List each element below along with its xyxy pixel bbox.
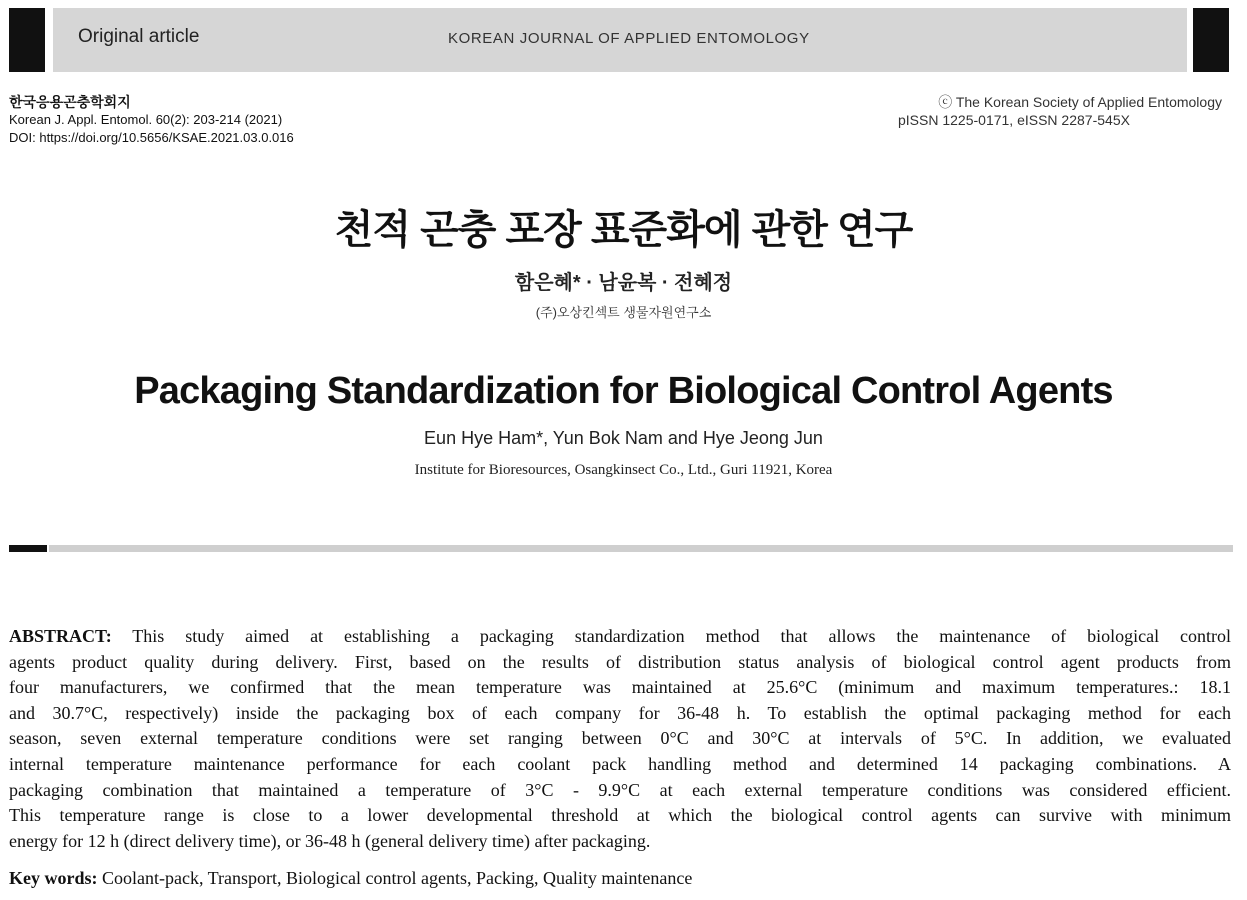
abstract-line: ABSTRACT: This study aimed at establishing a packaging standardization method that allows the maintenance of biological control <box>9 626 1231 646</box>
article-type-label: Original article <box>78 26 200 47</box>
abstract-line: season, seven external temperature conditions were set ranging between 0°C and 30°C at intervals of 5°C. In addition, we evaluated <box>9 728 1231 749</box>
abstract-line: energy for 12 h (direct delivery time), or 36-48 h (general delivery time) after packaging. <box>9 830 651 851</box>
title-korean: 천적 곤충 포장 표준화에 관한 연구 <box>334 208 913 252</box>
keywords-label: Key words: <box>9 868 98 888</box>
abstract-line: packaging combination that maintained a temperature of 3°C - 9.9°C at each external temperature conditions was considered efficient. <box>9 779 1231 800</box>
abstract-line: four manufacturers, we confirmed that the mean temperature was maintained at 25.6°C (minimum and maximum temperatures.: 18.1 <box>9 677 1231 698</box>
abstract-line: and 30.7°C, respectively) inside the packaging box of each company for 36-48 h. To establish the optimal packaging method for each <box>9 702 1231 723</box>
keywords <box>9 866 1231 891</box>
header-left-block <box>9 8 45 72</box>
abstract-line: internal temperature maintenance performance for each coolant pack handling method and determined 14 packaging combinations. A <box>9 753 1231 774</box>
abstract-label: ABSTRACT: <box>9 626 112 646</box>
copyright-notice: ⓒ The Korean Society of Applied Entomology <box>938 94 1222 110</box>
doi-link[interactable]: DOI: https://doi.org/10.5656/KSAE.2021.03.0.016 <box>9 130 294 145</box>
journal-banner: KOREAN JOURNAL OF APPLIED ENTOMOLOGY <box>448 30 810 47</box>
authors-english: Eun Hye Ham*, Yun Bok Nam and Hye Jeong Jun <box>424 428 823 448</box>
abstract <box>9 624 1231 854</box>
abstract-line: This temperature range is close to a lower developmental threshold at which the biological control agents can survive with minimum <box>9 805 1231 826</box>
citation-block <box>9 93 294 147</box>
keywords-text: Coolant-pack, Transport, Biological control agents, Packing, Quality maintenance <box>97 868 693 888</box>
journal-citation: Korean J. Appl. Entomol. 60(2): 203-214 (2021) <box>9 112 283 127</box>
affiliation-english: Institute for Bioresources, Osangkinsect Co., Ltd., Guri 11921, Korea <box>414 462 833 478</box>
divider-rule <box>49 545 1233 552</box>
journal-name-korean: 한국응용곤충학회지 <box>9 94 131 110</box>
authors-korean: 함은혜* · 남윤복 · 전혜정 <box>514 272 733 294</box>
society-block <box>870 93 1222 129</box>
title-english: Packaging Standardization for Biological Control Agents <box>134 370 1113 412</box>
abstract-line: agents product quality during delivery. First, based on the results of distribution status analysis of biological control agent products from <box>9 651 1231 672</box>
header-right-block <box>1193 8 1229 72</box>
issn-numbers: pISSN 1225-0171, eISSN 2287-545X <box>898 112 1130 128</box>
affiliation-korean: (주)오상킨섹트 생물자원연구소 <box>535 305 712 320</box>
divider-accent <box>9 545 47 552</box>
